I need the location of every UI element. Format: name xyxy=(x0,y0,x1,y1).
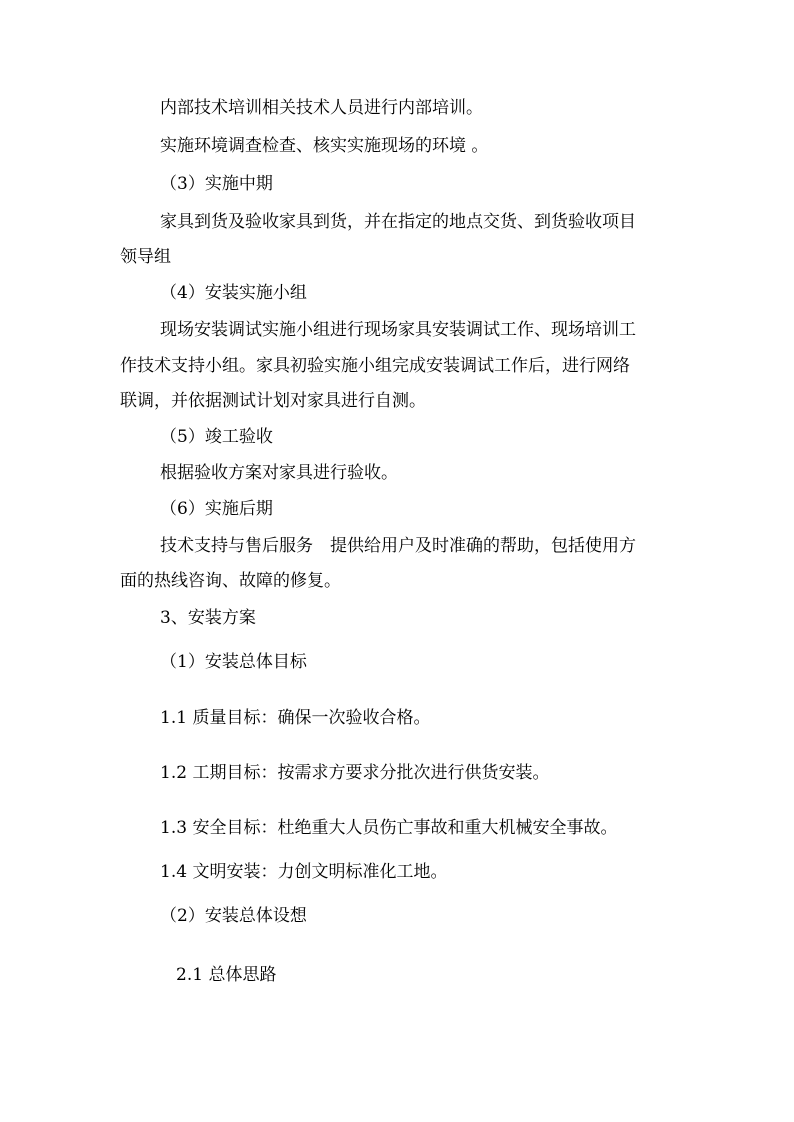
paragraph-onsite-installation-cont2: 联调，并依据测试计划对家具进行自测。 xyxy=(120,391,426,411)
heading-installation-plan: 3、安装方案 xyxy=(160,608,256,628)
goal-safety: 1.3 安全目标：杜绝重大人员伤亡事故和重大机械安全事故。 xyxy=(160,818,618,838)
goal-civilized-installation: 1.4 文明安装：力创文明标准化工地。 xyxy=(160,862,448,882)
paragraph-onsite-installation-cont1: 作技术支持小组。家具初验实施小组完成安装调试工作后，进行网络 xyxy=(120,356,630,376)
paragraph-tech-support-cont: 面的热线咨询、故障的修复。 xyxy=(120,571,341,591)
heading-overall-goals: （1）安装总体目标 xyxy=(160,652,307,672)
paragraph-furniture-delivery: 家具到货及验收家具到货，并在指定的地点交货、到货验收项目 xyxy=(160,212,636,232)
paragraph-tech-support: 技术支持与售后服务 提供给用户及时准确的帮助，包括使用方 xyxy=(160,536,636,556)
paragraph-internal-training: 内部技术培训相关技术人员进行内部培训。 xyxy=(160,98,483,118)
paragraph-environment-survey: 实施环境调查检查、核实实施现场的环境 。 xyxy=(160,136,489,156)
goal-quality: 1.1 质量目标：确保一次验收合格。 xyxy=(160,708,431,728)
heading-implementation-mid: （3）实施中期 xyxy=(160,174,273,194)
heading-overall-concept: （2）安装总体设想 xyxy=(160,906,307,926)
paragraph-acceptance-plan: 根据验收方案对家具进行验收。 xyxy=(160,463,398,483)
paragraph-furniture-delivery-cont: 领导组 xyxy=(120,247,171,267)
heading-completion-acceptance: （5）竣工验收 xyxy=(160,427,273,447)
goal-schedule: 1.2 工期目标：按需求方要求分批次进行供货安装。 xyxy=(160,763,550,783)
heading-implementation-late: （6）实施后期 xyxy=(160,499,273,519)
heading-overall-approach: 2.1 总体思路 xyxy=(176,965,277,985)
heading-installation-team: （4）安装实施小组 xyxy=(160,283,307,303)
paragraph-onsite-installation: 现场安装调试实施小组进行现场家具安装调试工作、现场培训工 xyxy=(160,320,636,340)
